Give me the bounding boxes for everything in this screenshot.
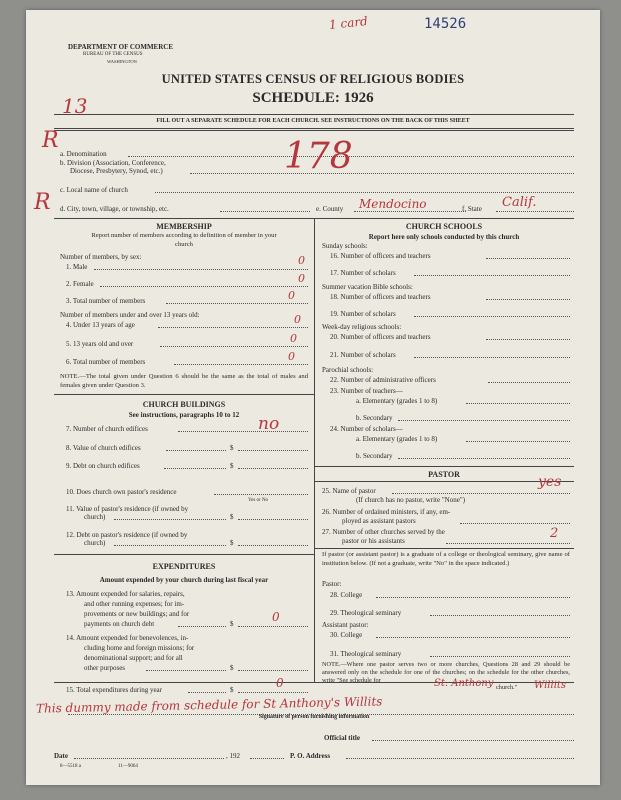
- buildings-intro: See instructions, paragraphs 10 to 12: [128, 411, 240, 419]
- weekday-label: Week-day religious schools:: [322, 323, 402, 331]
- q13-line1: 13. Amount expended for salaries, repairs,: [66, 590, 185, 598]
- yes-no-label: Yes or No: [248, 498, 269, 503]
- q24-label: 24. Number of scholars—: [330, 425, 403, 433]
- expenditures-title: EXPENDITURES: [152, 562, 216, 571]
- buildings-title: CHURCH BUILDINGS: [142, 400, 226, 409]
- print-number: 11—9064: [118, 764, 138, 769]
- header-rule-bottom: [54, 128, 574, 129]
- county-value: Mendocino: [359, 197, 427, 211]
- q25-note: (If church has no pastor, write "None"): [356, 496, 466, 504]
- q5-value: 0: [290, 332, 297, 345]
- handwritten-dummy-note: This dummy made from schedule for St Anthony's Willits: [35, 694, 383, 716]
- q3-value: 0: [288, 289, 295, 302]
- bureau-label: BUREAU OF THE CENSUS: [83, 52, 143, 57]
- graduate-note: If pastor (or assistant pastor) is a graduate of a college or theological seminary, give name of institution below. (If not a graduate, write "No" in the space indicated.): [322, 551, 570, 567]
- header-rule-top: [54, 114, 574, 115]
- q13-value: 0: [272, 610, 280, 624]
- instruction-line: FILL OUT A SEPARATE SCHEDULE FOR EACH CHURCH. SEE INSTRUCTIONS ON THE BACK OF THIS SHEET: [156, 118, 470, 124]
- q14-line2: cluding home and foreign missions; for: [84, 644, 195, 652]
- q4-value: 0: [294, 313, 301, 326]
- margin-mark-r2: R: [34, 190, 51, 215]
- q27-value: 2: [550, 526, 559, 541]
- q15-value: 0: [276, 676, 284, 690]
- form-number: 8—5518 a: [60, 764, 81, 769]
- multi-church-note: NOTE.—Where one pastor serves two or more churches, Questions 28 and 29 should be answered only on the schedule for one of the churches; on the schedule for the other churches, write "See schedule for: [322, 661, 570, 684]
- q27-label: 27. Number of other churches served by the: [322, 528, 445, 536]
- membership-intro: Report number of members according to definition of member in your church: [91, 232, 277, 248]
- stamp-number: 14526: [424, 16, 467, 32]
- q23-label: 23. Number of teachers—: [330, 387, 403, 395]
- note-church-value: St. Anthony: [434, 678, 494, 689]
- membership-note: NOTE.—The total given under Question 6 should be the same as the total of males and females given under Question 3.: [60, 373, 308, 389]
- signature-label: Signature of person furnishing information: [258, 714, 370, 720]
- q14-line3: denominational support; and for all: [84, 654, 183, 662]
- stamp-card-note: 1 card: [328, 14, 369, 32]
- schools-intro: Report here only schools conducted by this church: [368, 233, 520, 241]
- form-title: UNITED STATES CENSUS OF RELIGIOUS BODIES: [161, 72, 465, 86]
- q11-label: 11. Value of pastor's residence (if owned by: [66, 505, 189, 513]
- by-age-label: Number of members under and over 13 years old:: [60, 311, 200, 319]
- q1-value: 0: [298, 254, 305, 267]
- parochial-label: Parochial schools:: [322, 366, 374, 374]
- q12-label: 12. Debt on pastor's residence (if owned by: [66, 531, 188, 539]
- q7-value: no: [258, 414, 280, 434]
- q25-value: yes: [538, 474, 562, 490]
- by-sex-label: Number of members, by sex:: [60, 253, 142, 261]
- q14-line1: 14. Amount expended for benevolences, in-: [66, 634, 189, 642]
- q2-value: 0: [298, 272, 305, 285]
- schools-title: CHURCH SCHOOLS: [405, 222, 483, 231]
- pastor-sub-label: Pastor:: [322, 580, 342, 588]
- census-schedule-page: 14526 1 card DEPARTMENT OF COMMERCE BUREAU OF THE CENSUS WASHINGTON UNITED STATES CENSUS OF RELIGIOUS BODIES SCHEDULE: 1926 FILL OUT A SEPARATE SCHEDULE FOR EACH CHURCH. SEE INSTRUCTIONS ON THE BACK OF THIS SHEET 13 R R a. Denomination b. Division (Association, Conference, Diocese, Presbytery, Synod, etc.) 178 c. Local name of church d. City, town, village, or township, etc. e. County Mendocino f. State Calif. MEMBERSHIP Report number of members according to definition of member in your church Number of members, by sex: 1. Male 0 2. Female 0 3. Total number of members 0 Number of members under and over 13 years old: 4. Under 13 years of age 0 5. 13 years old and over 0 6. Total number of members 0 NOTE.—The total given under Question 6 should be the same as the total of males and females given under Question 3. CHURCH BUILDINGS See instructions, paragraphs 10 to 12 7. Number of church edifices no 8. Value of church edifices $ 9. Debt on church edifices $ 10. Does church own pastor's residence Yes or No 11. Value of pastor's residence (if owned by church) $ 12. Debt on pastor's residence (if owned by church) $ EXPENDITURES Amount expended by your church during last fiscal year 13. Amount expended for salaries, repairs, and other running expenses; for im- provements or new buildings; and for payments on church debt $ 0 14. Amount expended for benevolences, in- cluding home and foreign missions; for denominational support; and for all other purposes $ 15. Total expenditures during year $ 0 CHURCH SCHOOLS Report here only schools conducted by this church Sunday schools: 16. Number of officers and teachers 17. Number of scholars Summer vacation Bible schools: 18. Number of officers and teachers 19. Number of scholars Week-day religious schools: 20. Number of officers and teachers 21. Number of scholars Parochial schools: 22. Number of administrative officers 23. Number of teachers— a. Elementary (grades 1 to 8) b. Secondary 24. Number of scholars— a. Elementary (grades 1 to 8) b. Secondary PASTOR 25. Name of pastor yes (If church has no pastor, write "None") 26. Number of ordained ministers, if any, em- ployed as assistant pastors 27. Number of other churches served by the pastor or his assistants 2 If pastor (or assistant pastor) is a graduate of a college or theological seminary, give name of institution below. (If not a graduate, write "No" in the space indicated.) Pastor: 28. College 29. Theological seminary Assistant pastor: 30. College 31. Theological seminary NOTE.—Where one pastor serves two or more churches, Questions 28 and 29 should be answered only on the schedule for one of the churches; on the schedule for the other churches, write "See schedule for church." St. Anthony Willits This dummy made from schedule for St Anthony's Willits Signature of person furnishing information Official title Date , 192 P. O. Address 8—5518 a 11—9064: [26, 10, 600, 785]
- q6-value: 0: [288, 350, 295, 363]
- note-town-value: Willits: [534, 680, 567, 691]
- assistant-sub-label: Assistant pastor:: [322, 621, 369, 629]
- dept-label: DEPARTMENT OF COMMERCE: [68, 43, 174, 51]
- sunday-label: Sunday schools:: [322, 242, 368, 250]
- schedule-title: SCHEDULE: 1926: [252, 90, 374, 106]
- pastor-title: PASTOR: [428, 470, 460, 479]
- q13-line3: provements or new buildings; and for: [84, 610, 190, 618]
- multi-church-note-end: church.": [496, 684, 518, 691]
- q13-line2: and other running expenses; for im-: [84, 600, 185, 608]
- division-value: 178: [284, 136, 353, 177]
- city-label: WASHINGTON: [107, 59, 137, 64]
- column-divider: [314, 218, 315, 682]
- state-value: Calif.: [502, 195, 537, 210]
- margin-mark-r1: R: [42, 128, 59, 153]
- membership-title: MEMBERSHIP: [156, 222, 212, 231]
- summer-label: Summer vacation Bible schools:: [322, 283, 413, 291]
- expenditures-intro: Amount expended by your church during last fiscal year: [99, 576, 269, 584]
- q26-label: 26. Number of ordained ministers, if any, em-: [322, 508, 451, 516]
- margin-mark-13: 13: [62, 94, 88, 118]
